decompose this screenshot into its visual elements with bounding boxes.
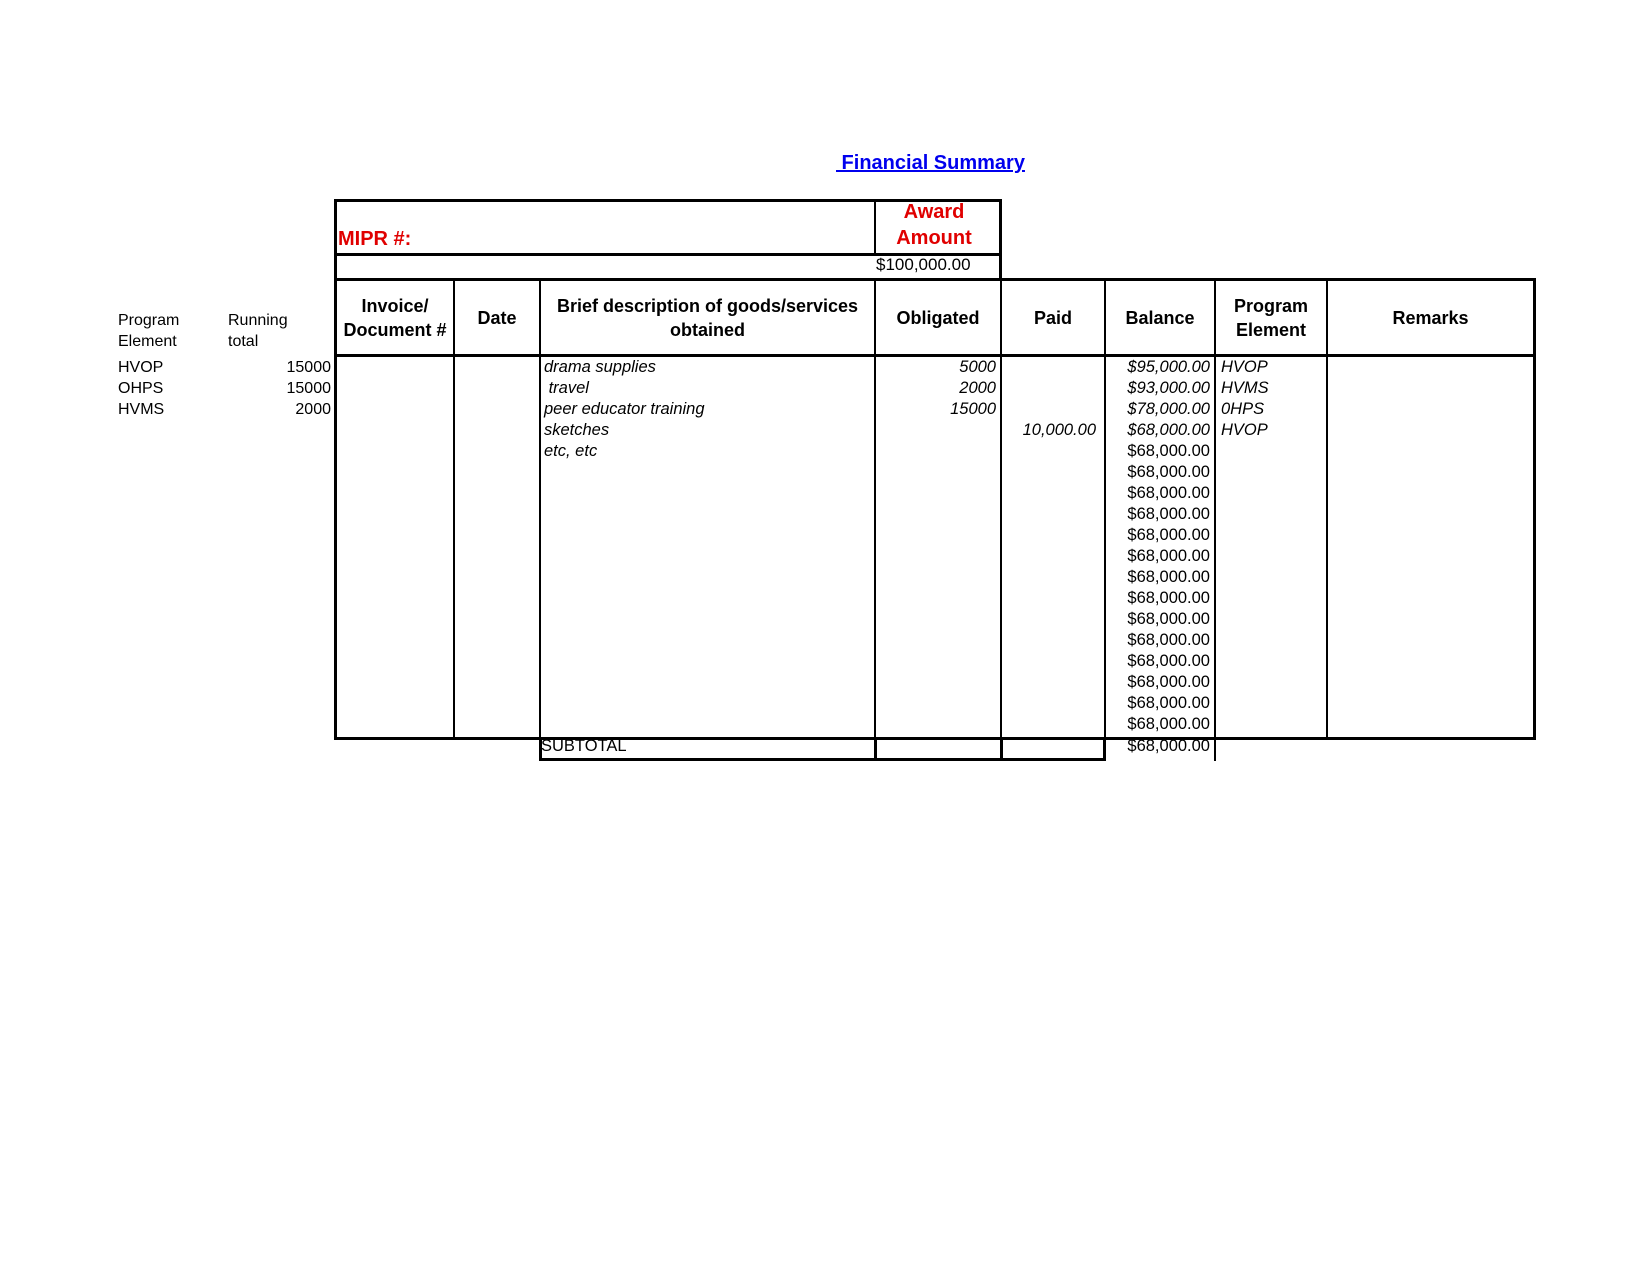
- entry-description-4: sketches: [544, 421, 610, 439]
- carry-balance-3: $68,000.00: [1127, 505, 1210, 523]
- mipr-box-left: [334, 199, 337, 279]
- col-header-balance: Balance: [1125, 308, 1195, 328]
- col-header-description: Brief description of goods/services obtained: [556, 296, 859, 340]
- side-header-running: Running total: [228, 312, 288, 350]
- carry-balance-13: $68,000.00: [1127, 715, 1210, 733]
- entry-description-1: drama supplies: [544, 358, 656, 376]
- award-amount-label: Award Amount: [896, 201, 972, 249]
- entry-balance-1: $95,000.00: [1127, 358, 1210, 376]
- entry-program-4: HVOP: [1221, 421, 1268, 439]
- entry-program-2: HVMS: [1221, 379, 1269, 397]
- subtotal-bottom-border: [539, 758, 1106, 761]
- col-header-invoice: Invoice/ Document #: [343, 296, 447, 340]
- side-total-2: 15000: [286, 380, 331, 397]
- page-title: Financial Summary: [836, 152, 1025, 174]
- col-header-date: Date: [477, 308, 517, 328]
- side-total-1: 15000: [286, 359, 331, 376]
- side-program-1: HVOP: [118, 359, 164, 376]
- side-program-2: OHPS: [118, 380, 164, 397]
- entry-obligated-3: 15000: [950, 400, 996, 418]
- carry-balance-12: $68,000.00: [1127, 694, 1210, 712]
- table-top-border: [334, 278, 1536, 281]
- award-amount-value: $100,000.00: [876, 255, 971, 274]
- entry-balance-5: $68,000.00: [1127, 442, 1210, 460]
- col-header-program-element: Program Element: [1233, 296, 1309, 340]
- mipr-label: MIPR #:: [338, 228, 412, 250]
- carry-balance-9: $68,000.00: [1127, 631, 1210, 649]
- entry-program-1: HVOP: [1221, 358, 1268, 376]
- table-right-border: [1533, 278, 1536, 740]
- carry-balance-8: $68,000.00: [1127, 610, 1210, 628]
- entry-description-3: peer educator training: [544, 400, 705, 418]
- entry-obligated-1: 5000: [959, 358, 996, 376]
- col-header-remarks: Remarks: [1392, 308, 1469, 328]
- side-total-3: 2000: [295, 401, 331, 418]
- carry-balance-10: $68,000.00: [1127, 652, 1210, 670]
- subtotal-cell-divider-1: [874, 738, 877, 761]
- entry-description-5: etc, etc: [544, 442, 598, 460]
- carry-balance-5: $68,000.00: [1127, 547, 1210, 565]
- entry-balance-2: $93,000.00: [1127, 379, 1210, 397]
- carry-balance-11: $68,000.00: [1127, 673, 1210, 691]
- entry-program-3: 0HPS: [1221, 400, 1265, 418]
- carry-balance-2: $68,000.00: [1127, 484, 1210, 502]
- carry-balance-7: $68,000.00: [1127, 589, 1210, 607]
- subtotal-balance: $68,000.00: [1127, 737, 1210, 755]
- subtotal-label: SUBTOTAL: [541, 737, 627, 755]
- mipr-box-right: [999, 199, 1002, 279]
- side-program-3: HVMS: [118, 401, 165, 418]
- entry-balance-3: $78,000.00: [1127, 400, 1210, 418]
- side-header-program: Program Element: [118, 312, 180, 350]
- entry-obligated-2: 2000: [959, 379, 996, 397]
- col-header-obligated: Obligated: [896, 308, 980, 328]
- subtotal-top-thick: [874, 737, 1106, 740]
- entry-description-2: travel: [544, 379, 589, 397]
- entry-balance-4: $68,000.00: [1127, 421, 1210, 439]
- carry-balance-6: $68,000.00: [1127, 568, 1210, 586]
- entry-paid-4: 10,000.00: [1022, 421, 1096, 439]
- carry-balance-4: $68,000.00: [1127, 526, 1210, 544]
- carry-balance-1: $68,000.00: [1127, 463, 1210, 481]
- subtotal-cell-divider-2: [1000, 738, 1003, 761]
- col-header-paid: Paid: [1033, 308, 1072, 328]
